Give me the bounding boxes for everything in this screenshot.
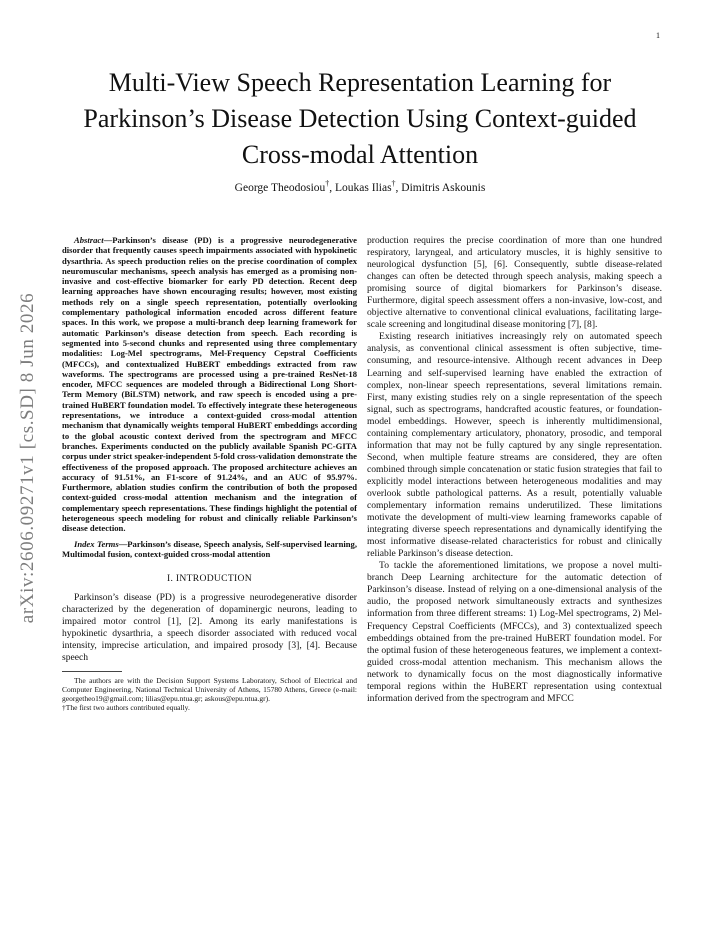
page-number: 1 xyxy=(656,31,660,40)
author-name: George Theodosiou xyxy=(234,181,326,194)
author-name: Loukas Ilias xyxy=(335,181,392,194)
author-mark: † xyxy=(325,179,330,188)
author-mark: † xyxy=(391,179,396,188)
abstract-dash: — xyxy=(103,235,113,245)
author-separator: , xyxy=(395,181,402,194)
intro-paragraph: Parkinson’s disease (PD) is a progressive neurodegenerative disorder characterized by the degeneration of dopaminergic neurons, leading to impaired motor control [1], [2]. Among its early manifestations is hypokinetic dysarthria, a speech disorder associated with reduced vocal intensity, imprecise articulation, and impaired prosody [3], [4]. Because speech xyxy=(62,592,357,664)
index-terms xyxy=(62,539,357,560)
body-paragraph: To tackle the aforementioned limitations, we propose a novel multi-branch Deep Learning architecture for the automatic detection of Parkinson’s disease. Instead of relying on a one-dimensional analysis of the audio, the proposed network simultaneously extracts and synthesizes information from three different streams: 1) Log-Mel spectrograms, 2) Mel-Frequency Cepstral Coefficients (MFCCs), and 3) contextualized speech embeddings obtained from the pre-trained HuBERT foundation model. For the optimal fusion of these heterogeneous features, we implement a context-guided cross-modal attention mechanism. This mechanism allows the network to dynamically focus on the most diagnostically informative temporal regions within the HuBERT representation using contextual information derived from the spectrogram and MFCC xyxy=(367,560,662,704)
author-separator: , xyxy=(329,181,336,194)
author-name: Dimitris Askounis xyxy=(401,181,486,194)
footnote-divider xyxy=(62,671,122,672)
paper-title: Multi-View Speech Representation Learning for Parkinson’s Disease Detection Using Context-guided Cross-modal Attention xyxy=(83,68,637,169)
right-column xyxy=(367,235,662,705)
footnote-equal-contribution: †The first two authors contributed equally. xyxy=(62,702,190,712)
arxiv-identifier xyxy=(4,248,52,668)
arxiv-identifier-text: arXiv:2606.09271v1 [cs.SD] 8 Jun 2026 xyxy=(17,292,38,624)
index-terms-dash: — xyxy=(118,538,128,549)
index-terms-label: Index Terms xyxy=(74,538,119,549)
abstract xyxy=(62,235,357,534)
body-paragraph: Existing research initiatives increasingly rely on automated speech analysis, as conventional clinical assessment is often subjective, time-consuming, and resource-intensive. Although recent advances in Deep Learning and self-supervised learning have enabled the extraction of complex, non-linear speech representations, several limitations remain. First, many existing studies rely on a single representation of the speech signal, such as spectrograms, handcrafted acoustic features, or foundation-model embeddings. However, speech is inherently multidimensional, containing complementary articulatory, phonatory, prosodic, and temporal information that may not be fully captured by any single representation. Second, when multiple feature streams are considered, they are often combined through simple concatenation or static fusion strategies that fail to explicitly model interactions between heterogeneous modalities and may overlook subtle pathological patterns. As a result, potentially valuable complementary information remains underutilized. These limitations motivate the development of multi-view learning frameworks capable of integrating diverse speech representations and dynamically identifying the most informative disease-related characteristics for robust and clinically reliable Parkinson’s disease detection. xyxy=(367,331,662,560)
author-list xyxy=(60,179,660,194)
abstract-text: Parkinson’s disease (PD) is a progressive neurodegenerative disorder that frequently causes speech impairments associated with hypokinetic dysarthria. As speech production relies on the precise coordination of complex neuromuscular mechanisms, speech analysis has emerged as a promising non-invasive and cost-effective biomarker for early PD detection. Recent deep learning approaches have shown encouraging results; however, most existing methods rely on a single speech representation, potentially overlooking complementary pathological information encoded across different feature spaces. In this work, we propose a multi-branch deep learning framework for automatic Parkinson’s disease detection from speech. Each recording is segmented into 5-second chunks and represented using three complementary modalities: Log-Mel spectrograms, Mel-Frequency Cepstral Coefficients (MFCCs), and contextualized HuBERT embeddings extracted from raw waveforms. The spectrograms are processed using a pre-trained ResNet-18 encoder, MFCC sequences are modeled through a Bidirectional Long Short-Term Memory (BiLSTM) network, and raw speech is encoded using a pre-trained HuBERT foundation model. To effectively integrate these heterogeneous representations, we introduce a context-guided cross-modal attention mechanism that dynamically weights temporal HuBERT embeddings according to the global acoustic context derived from the spectrogram and MFCC branches. Experiments conducted on the publicly available Spanish PC-GITA corpus under strict speaker-independent 5-fold cross-validation demonstrate the effectiveness of the proposed approach. The proposed architecture achieves an accuracy of 91.51%, an F1-score of 91.24%, and an AUC of 95.97%. Furthermore, ablation studies confirm the contribution of both the proposed context-guided cross-modal attention mechanism and the integration of complementary speech representations. These findings highlight the potential of heterogeneous speech modeling for robust and clinically reliable Parkinson’s disease detection. xyxy=(62,235,357,534)
section-heading-introduction: I. INTRODUCTION xyxy=(167,573,252,585)
index-terms-text: Parkinson’s disease, Speech analysis, Self-supervised learning, Multimodal fusion, context-guided cross-modal attention xyxy=(62,538,357,559)
body-paragraph: production requires the precise coordination of more than one hundred respiratory, laryngeal, and articulatory muscles, it is highly sensitive to neurological dysfunction [5], [6]. Consequently, subtle disease-related changes can often be detected through speech analysis, making speech a promising source of digital biomarkers for Parkinson’s disease. Furthermore, digital speech assessment offers a non-invasive, low-cost, and objective alternative to conventional clinical evaluations, facilitating large-scale screening and longitudinal disease monitoring [7], [8]. xyxy=(367,235,662,331)
left-column xyxy=(62,235,357,712)
footnote-affiliation: The authors are with the Decision Support Systems Laboratory, School of Electrical and Computer Engineering, National Technical University of Athens, 15780 Athens, Greece (e-mail: georgetheo19@gmail.com; lilias@epu.ntua.gr; askous@epu.ntua.gr). xyxy=(62,675,357,703)
abstract-label: Abstract xyxy=(74,235,104,245)
